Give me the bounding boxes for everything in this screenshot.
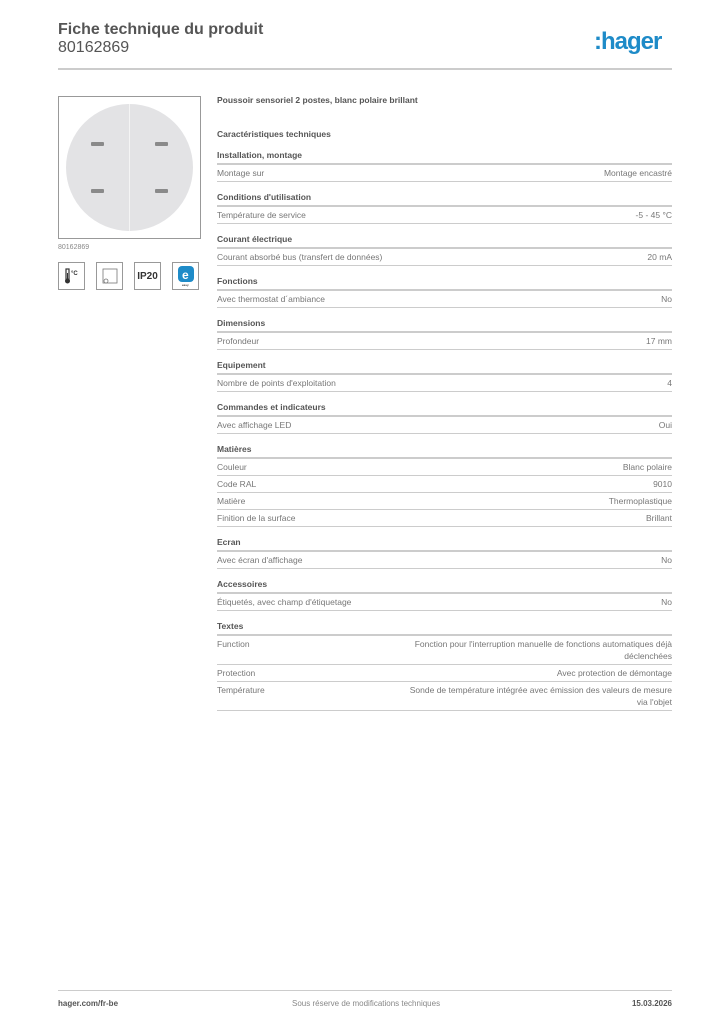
spec-row <box>217 665 672 682</box>
spec-section <box>217 150 672 182</box>
section-title: Courant électrique <box>217 234 672 249</box>
product-image <box>58 96 201 239</box>
spec-content <box>217 95 672 721</box>
spec-row <box>217 476 672 493</box>
spec-value: Oui <box>658 420 672 430</box>
section-title: Installation, montage <box>217 150 672 165</box>
image-caption: 80162869 <box>58 244 90 251</box>
spec-row <box>217 333 672 350</box>
spec-label: Protection <box>217 668 256 678</box>
spec-label: Function <box>217 639 250 649</box>
spec-value: Montage encastré <box>603 168 672 178</box>
spec-label: Matière <box>217 496 246 506</box>
section-title: Ecran <box>217 537 672 552</box>
spec-section <box>217 276 672 308</box>
spec-section <box>217 537 672 569</box>
section-title: Accessoires <box>217 579 672 594</box>
feature-icons <box>58 262 199 290</box>
spec-label: Montage sur <box>217 168 265 178</box>
section-title: Commandes et indicateurs <box>217 402 672 417</box>
section-title: Fonctions <box>217 276 672 291</box>
spec-label: Avec thermostat d´ambiance <box>217 294 326 304</box>
spec-section <box>217 234 672 266</box>
spec-row <box>217 375 672 392</box>
spec-value: No <box>661 597 672 607</box>
spec-row <box>217 493 672 510</box>
spec-value: Brillant <box>646 513 672 523</box>
spec-row <box>217 682 672 711</box>
section-title: Conditions d'utilisation <box>217 192 672 207</box>
spec-label: Code RAL <box>217 479 257 489</box>
svg-text:°C: °C <box>70 271 78 277</box>
footer-date: 15.03.2026 <box>631 999 672 1008</box>
spec-section <box>217 444 672 527</box>
spec-value: No <box>661 555 672 565</box>
footer-divider <box>58 990 672 991</box>
spec-label: Avec écran d'affichage <box>217 555 303 565</box>
spec-value: Fonction pour l'interruption manuelle de fonctions automatiques déjà déclenchées <box>414 639 672 661</box>
temperature-icon <box>58 262 85 290</box>
spec-row <box>217 459 672 476</box>
spec-value: Sonde de température intégrée avec émission des valeurs de mesure via l'objet <box>409 685 672 707</box>
spec-row <box>217 249 672 266</box>
spec-label: Nombre de points d'exploitation <box>217 378 336 388</box>
page-title: Fiche technique du produit <box>58 21 264 38</box>
spec-label: Température de service <box>217 210 306 220</box>
spec-section <box>217 402 672 434</box>
spec-label: Couleur <box>217 462 247 472</box>
product-name: Poussoir sensoriel 2 postes, blanc polaire brillant <box>217 95 418 105</box>
spec-row <box>217 510 672 527</box>
footer-website-link[interactable]: hager.com/fr-be <box>58 999 119 1008</box>
spec-heading: Caractéristiques techniques <box>217 129 331 139</box>
header-divider <box>58 68 672 70</box>
spec-value: Thermoplastique <box>608 496 672 506</box>
section-title: Dimensions <box>217 318 672 333</box>
light-sensor-icon <box>96 262 123 290</box>
footer-disclaimer: Sous réserve de modifications techniques <box>292 999 441 1008</box>
led-indicator <box>155 189 168 193</box>
spec-value: Blanc polaire <box>622 462 672 472</box>
spec-label: Avec affichage LED <box>217 420 292 430</box>
svg-text:e: e <box>181 268 189 282</box>
led-indicator <box>91 189 104 193</box>
spec-row <box>217 552 672 569</box>
led-indicator <box>91 142 104 146</box>
spec-section <box>217 318 672 350</box>
spec-row <box>217 291 672 308</box>
ip-rating-icon: IP20 <box>134 262 161 290</box>
push-button-disc <box>66 104 193 231</box>
section-title: Textes <box>217 621 672 636</box>
spec-label: Courant absorbé bus (transfert de données) <box>217 252 383 262</box>
spec-value: -5 - 45 °C <box>635 210 672 220</box>
spec-value: 20 mA <box>647 252 672 262</box>
easy-icon <box>172 262 199 290</box>
spec-value: 4 <box>667 378 672 388</box>
spec-value: 9010 <box>653 479 672 489</box>
spec-row <box>217 207 672 224</box>
spec-section <box>217 192 672 224</box>
spec-row <box>217 594 672 611</box>
led-indicator <box>155 142 168 146</box>
spec-value: No <box>661 294 672 304</box>
spec-row <box>217 636 672 665</box>
spec-row <box>217 165 672 182</box>
hager-logo: :hager <box>594 28 662 55</box>
svg-text:easy: easy <box>181 283 189 287</box>
spec-label: Température <box>217 685 265 695</box>
section-title: Matières <box>217 444 672 459</box>
spec-row <box>217 417 672 434</box>
spec-sections <box>217 150 672 711</box>
rocker-split <box>129 104 130 231</box>
spec-section <box>217 621 672 711</box>
article-number: 80162869 <box>58 39 130 56</box>
spec-section <box>217 360 672 392</box>
spec-value: 17 mm <box>646 336 672 346</box>
spec-label: Étiquetés, avec champ d'étiquetage <box>217 597 352 607</box>
spec-label: Finition de la surface <box>217 513 296 523</box>
spec-value: Avec protection de démontage <box>556 668 672 678</box>
spec-section <box>217 579 672 611</box>
spec-label: Profondeur <box>217 336 260 346</box>
section-title: Equipement <box>217 360 672 375</box>
